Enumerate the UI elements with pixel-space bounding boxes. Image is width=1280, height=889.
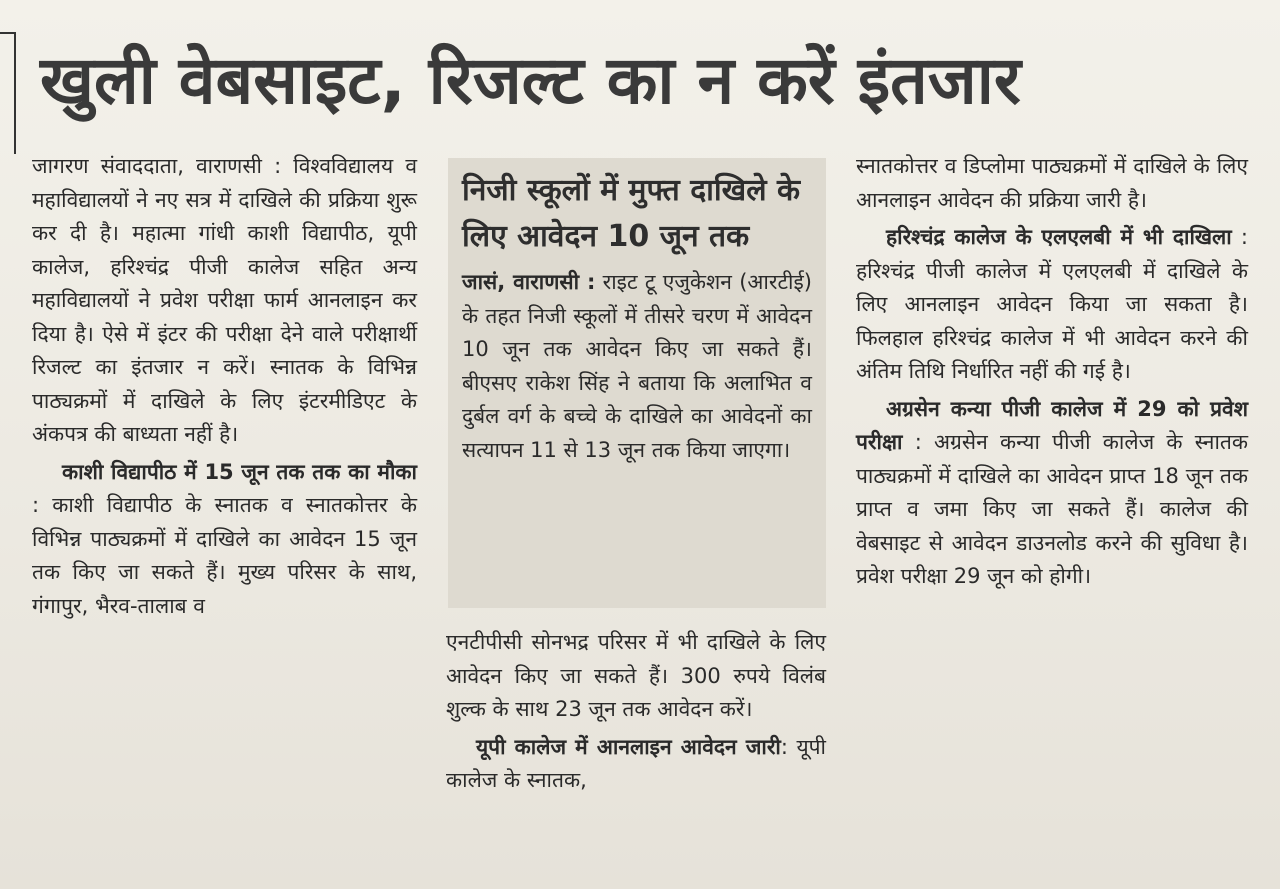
column-rule <box>0 32 16 154</box>
agrasen-body: : अग्रसेन कन्या पीजी कालेज के स्नातक पाठ्यक्रमों में दाखिले का आवेदन प्राप्त 18 जून तक प्राप्त व जमा किए जा सकते हैं। कालेज की वेबसाइट से आवेदन डाउनलोड करने की सुविधा है। प्रवेश परीक्षा 29 जून को होगी। <box>856 430 1248 588</box>
intro-paragraph: जागरण संवाददाता, वाराणसी : विश्वविद्यालय व महाविद्यालयों ने नए सत्र में दाखिले की प्रक्रिया शुरू कर दी है। महात्मा गांधी काशी विद्यापीठ, यूपी कालेज, हरिश्चंद्र पीजी कालेज सहित अन्य महाविद्यालयों ने प्रवेश परीक्षा फार्म आनलाइन कर दिया है। ऐसे में इंटर की परीक्षा देने वाले परीक्षार्थी रिजल्ट का इंतजार न करें। स्नातक के विभिन्न पाठ्यक्रमों में दाखिले के लिए इंटरमीडिएट के अंकपत्र की बाध्यता नहीं है। <box>32 154 417 446</box>
subhead-up-college: यूपी कालेज में आनलाइन आवेदन जारी <box>476 734 781 759</box>
article-column-2 <box>446 626 826 802</box>
up-college-body: : यूपी कालेज के स्नातक, <box>446 734 826 792</box>
subhead-agrasen: अग्रसेन कन्या पीजी कालेज में 29 को प्रवेश परीक्षा <box>856 396 1248 454</box>
boxed-story-dateline: जासं, वाराणसी : <box>462 270 596 294</box>
boxed-story <box>448 158 826 608</box>
harishchandra-body: : हरिश्चंद्र पीजी कालेज में एलएलबी में दाखिले के लिए आनलाइन आवेदन किया जा सकता है। फिलहाल हरिश्चंद्र कालेज में भी आवेदन करने की अंतिम तिथि निर्धारित नहीं की गई है। <box>856 225 1248 383</box>
boxed-story-body <box>462 266 812 467</box>
up-college-paragraph <box>446 731 826 798</box>
boxed-story-text: राइट टू एजुकेशन (आरटीई) के तहत निजी स्कूलों में तीसरे चरण में आवेदन 10 जून तक आवेदन किए जा सकते हैं। बीएसए राकेश सिंह ने बताया कि अलाभित व दुर्बल वर्ग के बच्चे के दाखिले का आवेदनों का सत्यापन 11 से 13 जून तक किया जाएगा। <box>462 270 812 462</box>
subhead-kashi-vidyapith: काशी विद्यापीठ में 15 जून तक तक का मौका <box>62 459 417 484</box>
kashi-vidyapith-paragraph <box>32 456 417 624</box>
subhead-harishchandra: हरिश्चंद्र कालेज के एलएलबी में भी दाखिला <box>886 225 1232 249</box>
headline: खुली वेबसाइट, रिजल्ट का न करें इंतजार <box>40 42 1021 119</box>
kashi-vidyapith-body: : काशी विद्यापीठ के स्नातक व स्नातकोत्तर के विभिन्न पाठ्यक्रमों में दाखिले का आवेदन 15 जून तक किए जा सकते हैं। मुख्य परिसर के साथ, गंगापुर, भैरव-तालाब व <box>32 493 417 618</box>
harishchandra-paragraph <box>856 221 1248 389</box>
postgrad-paragraph: स्नातकोत्तर व डिप्लोमा पाठ्यक्रमों में दाखिले के लिए आनलाइन आवेदन की प्रक्रिया जारी है। <box>856 154 1248 212</box>
boxed-story-title: निजी स्कूलों में मुफ्त दाखिले के लिए आवेदन 10 जून तक <box>462 173 801 254</box>
agrasen-paragraph <box>856 393 1248 594</box>
ntpc-paragraph: एनटीपीसी सोनभद्र परिसर में भी दाखिले के लिए आवेदन किए जा सकते हैं। 300 रुपये विलंब शुल्क के साथ 23 जून तक आवेदन करें। <box>446 630 826 721</box>
article-column-3 <box>856 150 1248 598</box>
article-column-1 <box>32 150 417 627</box>
